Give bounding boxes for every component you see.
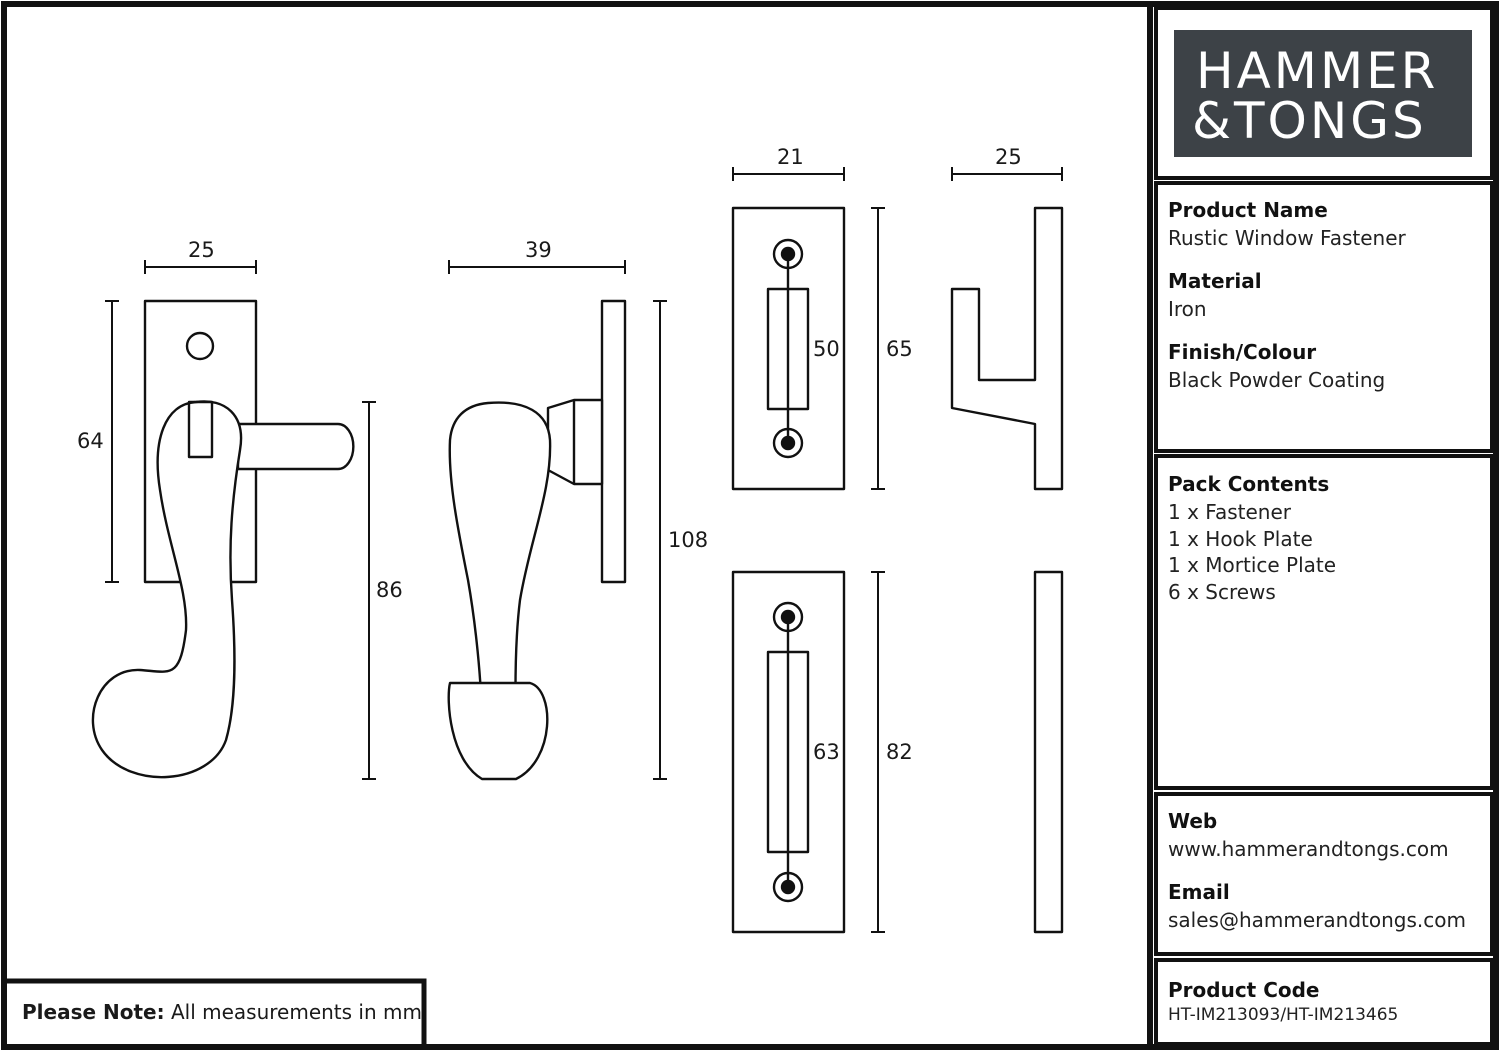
hook-side-profile: [952, 208, 1062, 489]
brand-logo-line1: HAMMER: [1196, 42, 1439, 100]
dim-hook-side-width: 25: [995, 145, 1022, 169]
measurement-note: [22, 1000, 422, 1024]
pack-item: 6 x Screws: [1168, 579, 1276, 604]
product-code-value: HT-IM213093/HT-IM213465: [1168, 1005, 1399, 1025]
web-link[interactable]: www.hammerandtongs.com: [1168, 837, 1449, 861]
email-label: Email: [1168, 880, 1230, 904]
finish-value: Black Powder Coating: [1168, 368, 1386, 392]
side-backplate: [602, 301, 625, 582]
pack-item: 1 x Mortice Plate: [1168, 553, 1337, 577]
brand-logo-line2: &TONGS: [1192, 92, 1427, 150]
material-label: Material: [1168, 269, 1262, 293]
dim-front-total-height: 86: [376, 578, 403, 602]
finish-label: Finish/Colour: [1168, 340, 1317, 364]
note-label: Please Note:: [22, 1000, 165, 1024]
product-code: [1168, 978, 1398, 1025]
material-value: Iron: [1168, 297, 1207, 321]
dim-front-width: 25: [188, 238, 215, 262]
mortice-side: [1035, 572, 1062, 932]
note-text: All measurements in mm: [170, 1000, 422, 1024]
pack-contents: [1168, 472, 1336, 605]
dim-front-plate-height: 64: [77, 429, 104, 453]
product-code-label: Product Code: [1168, 978, 1320, 1002]
side-knob: [449, 683, 548, 779]
fastener-peg: [238, 424, 353, 469]
dim-hook-plate-height: 65: [886, 337, 913, 361]
pack-contents-label: Pack Contents: [1168, 472, 1330, 496]
product-name-value: Rustic Window Fastener: [1168, 226, 1406, 250]
web-label: Web: [1168, 809, 1218, 833]
product-details: [1168, 198, 1406, 411]
pack-item: 1 x Fastener: [1168, 500, 1291, 524]
dim-side-height: 108: [668, 528, 709, 552]
dim-hook-slot-length: 50: [813, 337, 840, 361]
dim-mortice-plate-height: 82: [886, 740, 913, 764]
pack-item: 1 x Hook Plate: [1168, 526, 1313, 551]
contact-info: [1168, 809, 1466, 951]
product-name-label: Product Name: [1168, 198, 1328, 222]
pack-contents-list: [1168, 499, 1336, 605]
fastener-screw-hole: [187, 333, 213, 359]
dim-mortice-slot-length: 63: [813, 740, 840, 764]
dim-hook-plate-width: 21: [777, 145, 804, 169]
fastener-handle: [93, 401, 241, 777]
dim-side-width: 39: [525, 238, 552, 262]
email-link[interactable]: sales@hammerandtongs.com: [1168, 908, 1466, 932]
brand-logo: [1174, 30, 1472, 157]
